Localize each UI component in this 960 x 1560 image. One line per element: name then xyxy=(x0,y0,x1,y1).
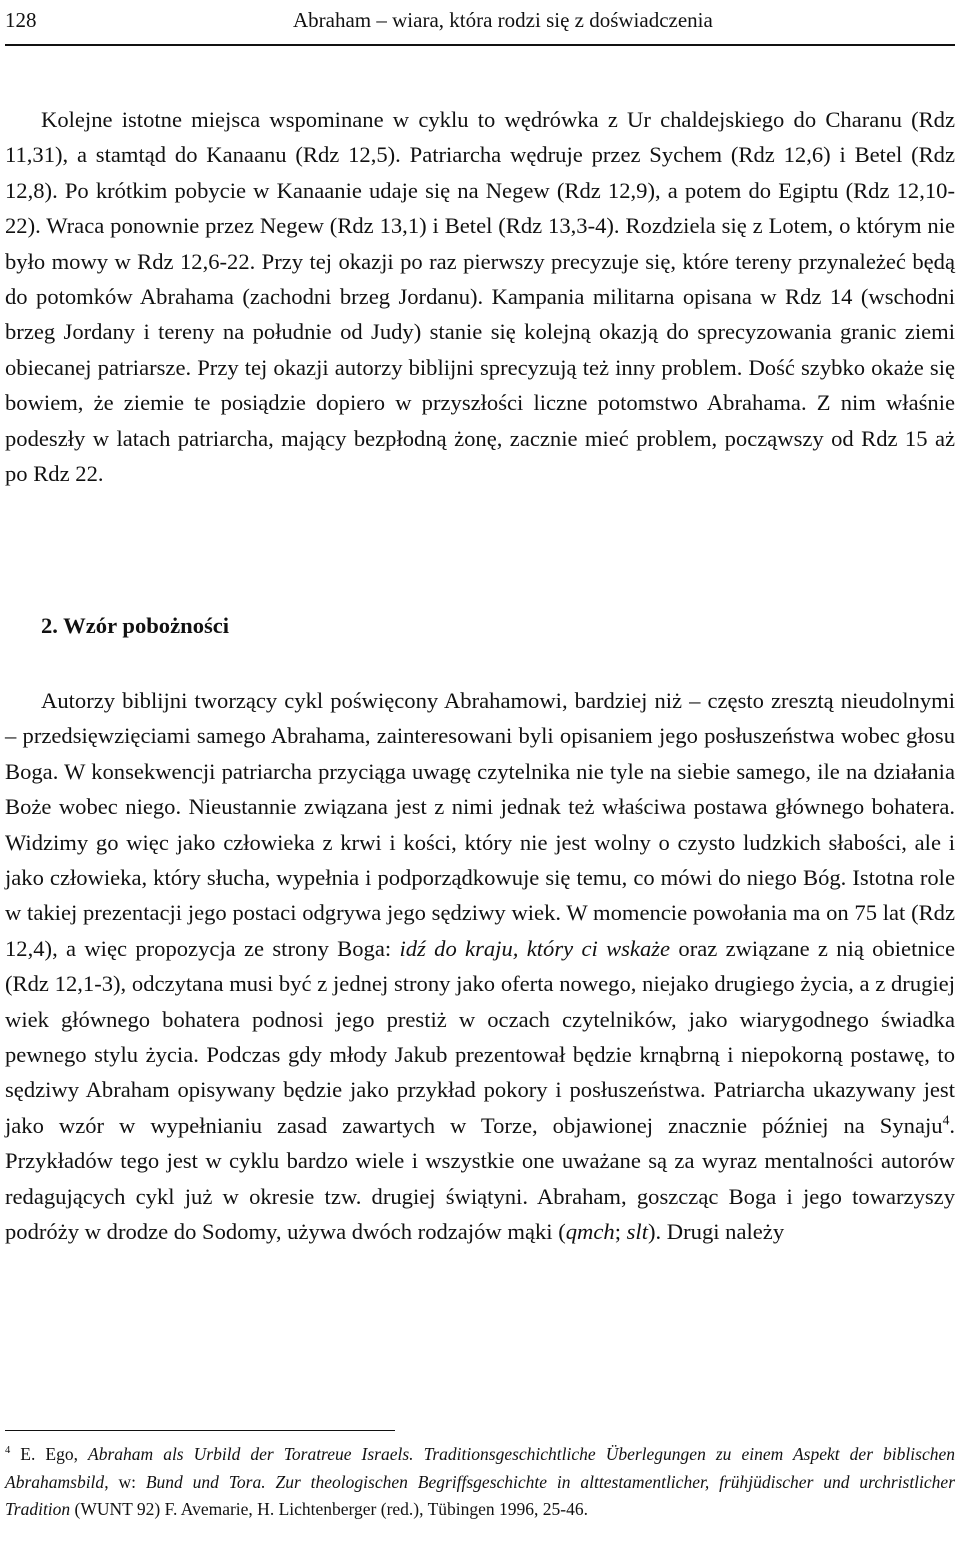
footnote-author: E. Ego, xyxy=(10,1444,89,1464)
footnote-text: , w: xyxy=(104,1471,146,1492)
footnote-title: Abraham als Urbild der Toratreue Israels. Traditionsgeschichtliche Überlegungen zu einem Aspekt der biblischen Abrahamsbild xyxy=(5,1444,955,1492)
paragraph-2-text: oraz związane z nią obietnice (Rdz 12,1-3), odczytana musi być z jednej strony jako oferta nowego, niejako drugiego życia, a z drugiej wiek głównego bohatera podnosi jego prestiż w oczach czytelników, jako wiarygodnego świadka pewnego stylu życia. Podczas gdy młody Jakub prezentował będzie krnąbrną i niepokorną postawę, to sędziwy Abraham opisywany będzie jako przykład pokory i posłuszeństwa. Patriarcha ukazywany jest jako wzór w wypełnianiu zasad zawartych w Torze, objawionej znacznie później na Synaju xyxy=(5,935,955,1138)
paragraph-2-text: . Przykładów tego jest w cyklu bardzo wiele i wszystkie one uważane są za wyraz mentalności autorów redagujących cykl już w okresie tzw. drugiej świątyni. Abraham, goszcząc Boga i jego towarzyszy podróży w drodze do Sodomy, używa dwóch rodzajów mąki ( xyxy=(5,1112,955,1245)
running-title: Abraham – wiara, która rodzi się z doświadczenia xyxy=(293,8,713,32)
footnote-text: (WUNT 92) F. Avemarie, H. Lichtenberger (red.), Tübingen 1996, 25-46. xyxy=(70,1499,588,1519)
hebrew-term: slt xyxy=(626,1219,648,1245)
footnote-book-title: Bund und Tora. Zur theologischen Begriffsgeschichte in alttestamentlicher, frühjüdischer und urchristlicher Tradition xyxy=(5,1471,955,1519)
paragraph-2-text: ). Drugi należy xyxy=(647,1219,785,1245)
paragraph-2-text: Autorzy biblijni tworzący cykl poświęcony Abrahamowi, bardziej niż – często zresztą nieudolnymi – przedsięwzięciami samego Abrahama, zainteresowani byli opisaniem jego posłuszeństwa wobec głosu Boga. W konsekwencji patriarcha przyciąga uwagę czytelnika nie tyle na siebie samego, ile na działania Boże wobec niego. Nieustannie związana jest z nimi jednak też właściwa postawa głównego bohatera. Widzimy go więc jako człowieka z krwi i kości, który nie jest wolny o czysto ludzkich słabości, ale i jako człowieka, który słucha, wypełnia i podporządkowuje się temu, co mówi do niego Bóg. Istotna role w takiej prezentacji jego postaci odgrywa jego sędziwy wiek. W momencie powołania ma on 75 lat (Rdz 12,4), a więc propozycja ze strony Boga: xyxy=(5,688,955,961)
biblical-quote: idź do kraju, który ci wskaże xyxy=(399,935,671,961)
footnote-number: 4 xyxy=(5,1445,11,1457)
paragraph-2-text: ; xyxy=(614,1219,627,1245)
footnote-reference[interactable]: 4 xyxy=(942,1112,950,1128)
footnote xyxy=(5,1441,955,1524)
footnote-divider xyxy=(5,1430,395,1431)
hebrew-term: qmch xyxy=(565,1219,615,1245)
page-header xyxy=(5,0,955,46)
paragraph-2 xyxy=(5,683,955,1250)
page-number: 128 xyxy=(5,8,37,32)
section-heading: 2. Wzór pobożności xyxy=(41,613,230,638)
paragraph-1: Kolejne istotne miejsca wspominane w cyklu to wędrówka z Ur chaldejskiego do Charanu (Rdz 11,31), a stamtąd do Kanaanu (Rdz 12,5). Patriarcha wędruje przez Sychem (Rdz 12,6) i Betel (Rdz 12,8). Po krótkim pobycie w Kanaanie udaje się na Negew (Rdz 12,9), a potem do Egiptu (Rdz 12,10-22). Wraca ponownie przez Negew (Rdz 13,1) i Betel (Rdz 13,3-4). Rozdziela się z Lotem, o którym nie było mowy w Rdz 12,6-22. Przy tej okazji po raz pierwszy precyzuje się, które tereny przynależeć będą do potomków Abrahama (zachodni brzeg Jordanu). Kampania militarna opisana w Rdz 14 (wschodni brzeg Jordany i tereny na południe od Judy) stanie się kolejną okazją do sprecyzowania granic ziemi obiecanej patriarsze. Przy tej okazji autorzy biblijni sprecyzują też inny problem. Dość szybko okaże się bowiem, że ziemie te posiądzie dopiero w przyszłości liczne potomstwo Abrahama. Z nim właśnie podeszły w latach patriarcha, mający bezpłodną żonę, zacznie mieć problem, począwszy od Rdz 15 aż po Rdz 22. xyxy=(5,107,955,487)
